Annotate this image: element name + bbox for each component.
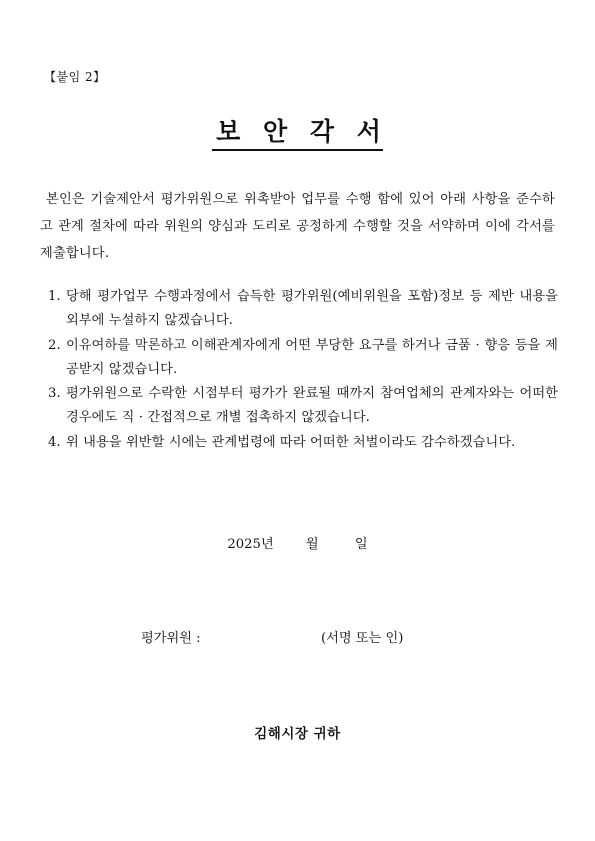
- attachment-label: 【붙임 2】: [44, 70, 106, 84]
- pledge-text: 위 내용을 위반할 시에는 관계법령에 따라 어떠한 처벌이라도 감수하겠습니다.: [66, 434, 516, 450]
- date-day: 일: [354, 537, 368, 552]
- pledge-text: 평가위원으로 수락한 시점부터 평가가 완료될 때까지 참여업체의 관계자와는 어떠한 경우에도 직 · 간접적으로 개별 접촉하지 않겠습니다.: [66, 386, 558, 426]
- pledge-list: [48, 285, 558, 455]
- pledge-text: 당해 평가업무 수행과정에서 습득한 평가위원(예비위원을 포함)정보 등 제반 내용을 외부에 누설하지 않겠습니다.: [66, 289, 558, 329]
- evaluator-label: 평가위원 :: [141, 631, 201, 646]
- pledge-number: 1.: [48, 289, 61, 304]
- pledge-item: [48, 285, 558, 334]
- pledge-item: [48, 334, 558, 383]
- pledge-number: 4.: [48, 434, 61, 450]
- pledge-text: 이유여하를 막론하고 이해관계자에게 어떤 부당한 요구를 하거나 금품 · 향응 등을 제공받지 않겠습니다.: [66, 337, 558, 377]
- pledge-number: 3.: [48, 386, 61, 402]
- intro-paragraph: [40, 186, 555, 267]
- intro-text: 본인은 기술제안서 평가위원으로 위촉받아 업무를 수행 함에 있어 아래 사항을 준수하고 관계 절차에 따라 위원의 양심과 도리로 공정하게 수행할 것을 서약하며 이에 각서를 제출합니다.: [40, 192, 555, 261]
- pledge-number: 2.: [48, 337, 61, 353]
- date-line: [0, 533, 595, 552]
- document-title: 보 안 각 서: [212, 117, 383, 151]
- signature-note: (서명 또는 인): [321, 631, 404, 646]
- date-month: 월: [305, 537, 319, 552]
- pledge-item: [48, 382, 558, 431]
- addressee: 김해시장 귀하: [254, 726, 341, 742]
- document-title-wrapper: [0, 117, 595, 151]
- pledge-item: [48, 431, 558, 455]
- date-year: 2025년: [227, 537, 274, 552]
